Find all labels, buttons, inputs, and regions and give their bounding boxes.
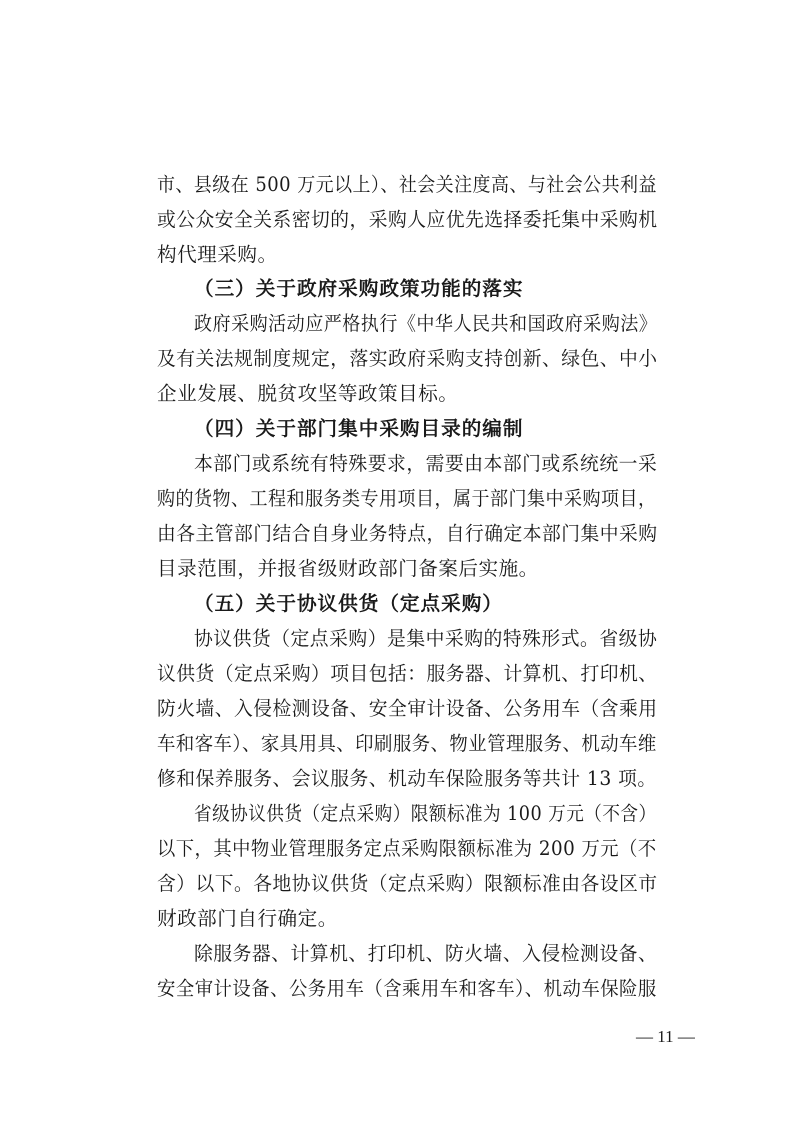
text-line: 购的货物、工程和服务类专用项目，属于部门集中采购项目，	[157, 487, 657, 510]
text-line: 以下，其中物业管理服务定点采购限额标准为 200 万元（不	[157, 837, 657, 860]
text-line: 及有关法规制度规定，落实政府采购支持创新、绿色、中小	[157, 347, 658, 370]
section-heading: （三）关于政府采购政策功能的落实	[194, 277, 524, 300]
text-line: 含）以下。各地协议供货（定点采购）限额标准由各设区市	[157, 872, 658, 895]
text-line: 由各主管部门结合自身业务特点，自行确定本部门集中采购	[157, 522, 658, 545]
text-line: 目录范围，并报省级财政部门备案后实施。	[157, 557, 539, 580]
text-line: 或公众安全关系密切的，采购人应优先选择委托集中采购机	[157, 208, 658, 231]
section-heading: （四）关于部门集中采购目录的编制	[194, 417, 524, 440]
text-line: 构代理采购。	[157, 243, 278, 266]
text-line: 本部门或系统有特殊要求，需要由本部门或系统统一采	[194, 452, 658, 475]
text-line: 财政部门自行确定。	[157, 907, 338, 930]
page-number: — 11 —	[636, 1027, 695, 1046]
text-line: 除服务器、计算机、打印机、防火墙、入侵检测设备、	[194, 942, 658, 965]
text-line: 防火墙、入侵检测设备、安全审计设备、公务用车（含乘用	[157, 697, 658, 720]
text-line: 议供货（定点采购）项目包括：服务器、计算机、打印机、	[157, 662, 658, 685]
text-line: 市、县级在 500 万元以上）、社会关注度高、与社会公共利益	[157, 173, 657, 196]
text-line: 政府采购活动应严格执行《中华人民共和国政府采购法》	[194, 312, 658, 335]
text-line: 协议供货（定点采购）是集中采购的特殊形式。省级协	[194, 627, 658, 650]
section-heading: （五）关于协议供货（定点采购）	[194, 592, 503, 615]
text-line: 安全审计设备、公务用车（含乘用车和客车）、机动车保险服	[157, 977, 657, 1000]
text-line: 修和保养服务、会议服务、机动车保险服务等共计 13 项。	[157, 767, 657, 790]
text-line: 省级协议供货（定点采购）限额标准为 100 万元（不含）	[194, 802, 657, 825]
text-line: 车和客车）、家具用具、印刷服务、物业管理服务、机动车维	[157, 732, 657, 755]
text-line: 企业发展、脱贫攻坚等政策目标。	[157, 382, 459, 405]
